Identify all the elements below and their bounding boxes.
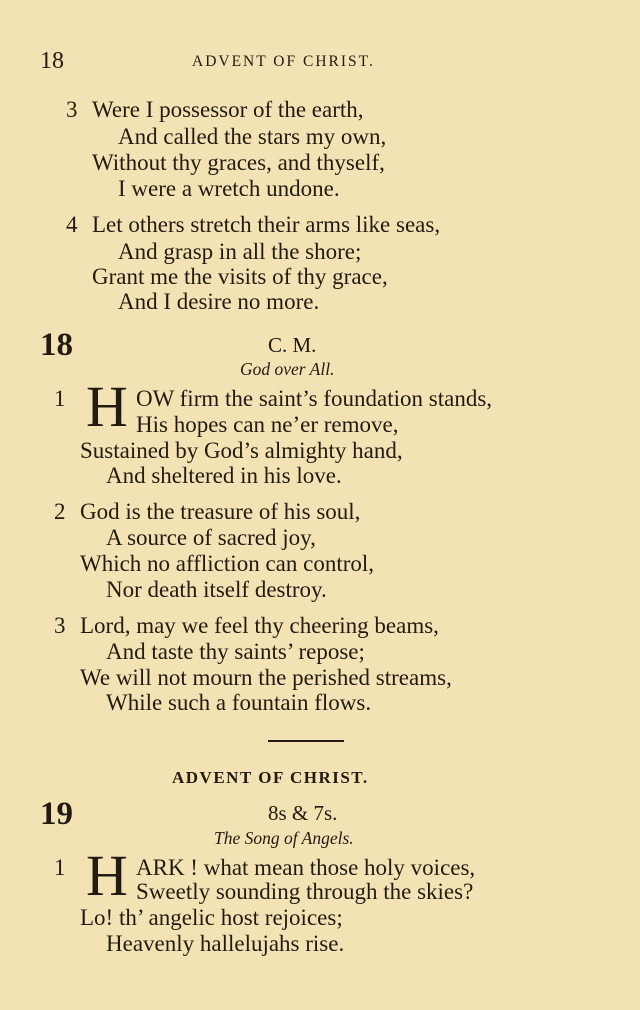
verse-line: I were a wretch undone. (118, 176, 340, 201)
verse-line: Without thy graces, and thyself, (92, 150, 385, 175)
verse-line: And grasp in all the shore; (118, 239, 362, 264)
verse-number: 2 (54, 499, 66, 524)
verse-line: We will not mourn the perished streams, (80, 665, 452, 690)
verse-line: OW firm the saint’s foundation stands, (136, 386, 493, 411)
drop-cap: H (86, 843, 128, 908)
verse-line: Sweetly sounding through the skies? (136, 879, 474, 904)
verse-line: And taste thy saints’ repose; (106, 639, 365, 664)
verse-line: While such a fountain flows. (106, 690, 372, 715)
verse-line: Lo! th’ angelic host rejoices; (80, 905, 343, 930)
verse-line: Heavenly hallelujahs rise. (106, 931, 345, 956)
verse-line: Which no affliction can control, (80, 551, 375, 576)
verse-line: A source of sacred joy, (106, 525, 316, 550)
verse-line: God is the treasure of his soul, (80, 499, 361, 524)
verse-line: ARK ! what mean those holy voices, (136, 855, 476, 880)
verse-number: 3 (66, 97, 78, 122)
verse-number: 3 (54, 613, 66, 638)
verse-line: Let others stretch their arms like seas, (92, 212, 441, 237)
hymn-title: God over All. (240, 359, 335, 379)
verse-line: Grant me the visits of thy grace, (92, 264, 388, 289)
hymn-number: 18 (40, 327, 73, 363)
hymn-number: 19 (40, 796, 73, 832)
verse-line: And sheltered in his love. (106, 463, 342, 488)
drop-cap: H (86, 374, 128, 439)
hymn-meter: C. M. (268, 333, 317, 357)
hymn-title: The Song of Angels. (214, 828, 354, 848)
running-title: ADVENT OF CHRIST. (192, 53, 375, 70)
verse-number: 4 (66, 212, 78, 237)
verse-line: His hopes can ne’er remove, (136, 412, 399, 437)
section-divider (268, 740, 344, 742)
verse-number: 1 (54, 386, 66, 411)
verse-line: And called the stars my own, (118, 124, 387, 149)
verse-number: 1 (54, 855, 66, 880)
verse-line: Sustained by God’s almighty hand, (80, 438, 403, 463)
verse-line: Nor death itself destroy. (106, 577, 327, 602)
verse-line: And I desire no more. (118, 289, 320, 314)
verse-line: Lord, may we feel thy cheering beams, (80, 613, 439, 638)
verse-line: Were I possessor of the earth, (92, 97, 364, 122)
hymn-meter: 8s & 7s. (268, 801, 338, 825)
page-header (40, 48, 600, 74)
section-title: ADVENT OF CHRIST. (172, 768, 369, 787)
page-number: 18 (40, 48, 64, 74)
